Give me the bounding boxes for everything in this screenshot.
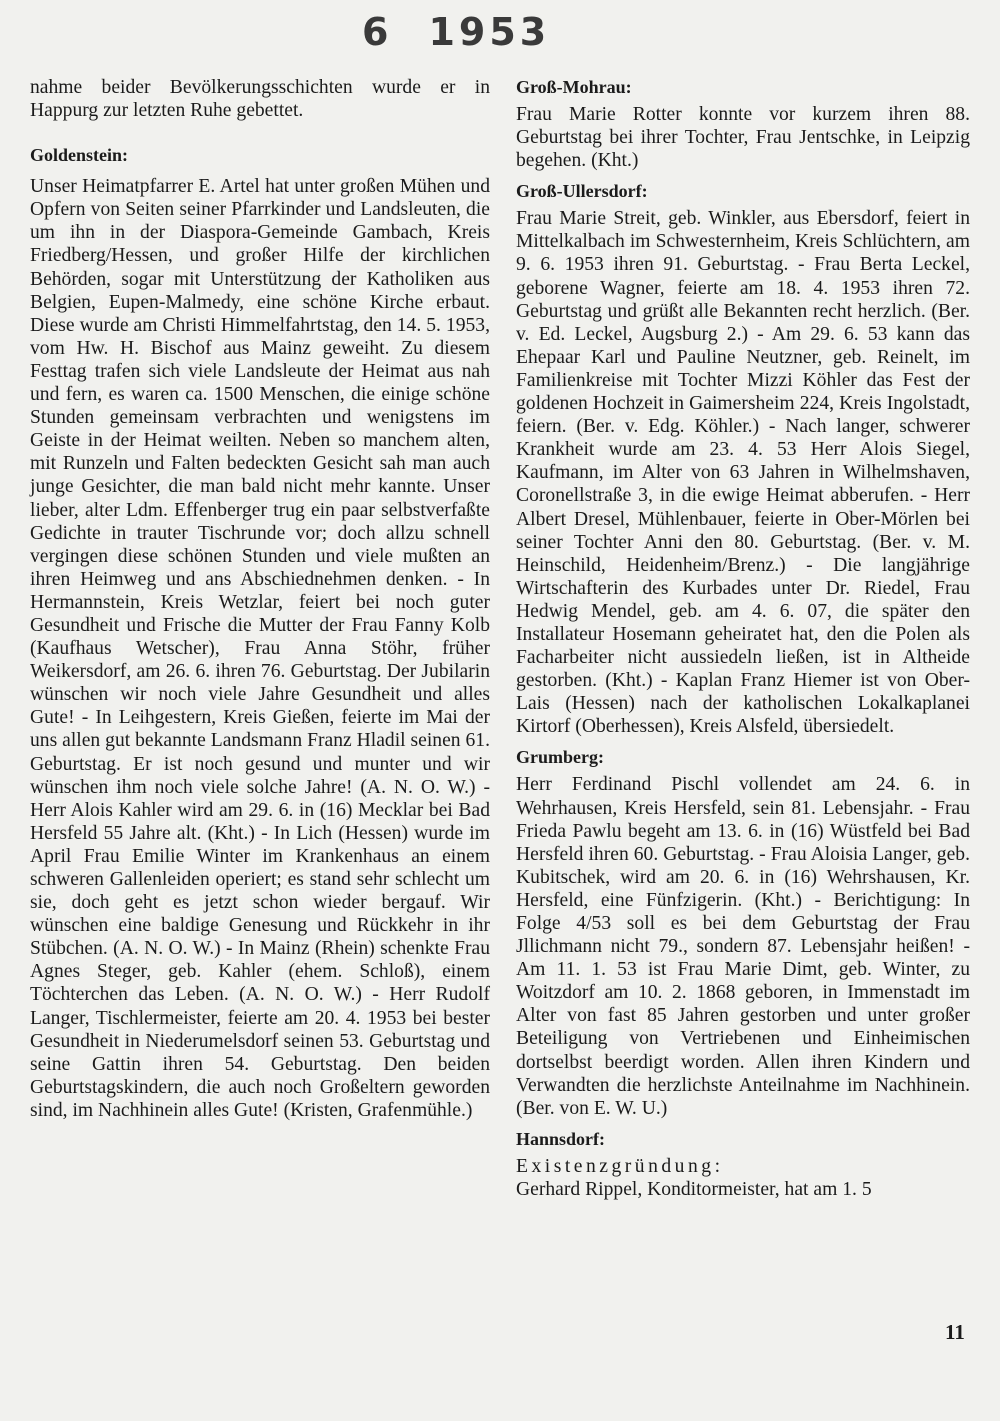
goldenstein-text: Unser Heimatpfarrer E. Artel hat unter großen Mühen und Opfern von Seiten seiner Pfarrkinder und Landsleuten, die um ihn in der Diaspora-Gemeinde Gambach, Kreis Friedberg/Hessen, und großer Hilfe der kirchlichen Behörden, sogar mit Unterstützung der Katholiken aus Belgien, Eupen-Malmedy, eine schöne Kirche erbaut. Diese wurde am Christi Himmelfahrtstag, den 14. 5. 1953, vom Hw. H. Bischof aus Mainz geweiht. Zu diesem Festtag trafen sich viele Landsleute der Heimat aus nah und fern, es waren ca. 1500 Menschen, die einige schöne Stunden gemeinsam verbrachten und wenigstens im Geiste in der Heimat weilten. Neben so manchem alten, mit Runzeln und Falten bedeckten Gesicht sah man auch junge Gesichter, die man bald nicht mehr kannte. Unser lieber, alter Ldm. Effenberger trug ein paar selbstverfaßte Gedichte in trauter Tischrunde vor; doch allzu schnell vergingen diese schönen Stunden und viele mußten an ihren Heimweg und ans Abschiednehmen denken. - In Hermannstein, Kreis Wetzlar, feiert bei noch guter Gesundheit und Frische die Mutter der Frau Fanny Kolb (Kaufhaus Wetscher), Frau Anna Stöhr, früher Weikersdorf, am 26. 6. ihren 76. Geburtstag. Der Jubilarin wünschen wir noch viele Jahre Gesundheit und alles Gute! - In Leihgestern, Kreis Gießen, feierte im Mai der uns allen gut bekannte Landsmann Franz Hladil seinen 61. Geburtstag. Er ist noch gesund und munter und wir wünschen ihm noch viele solche Jahre! (A. N. O. W.) - Herr Alois Kahler wird am 29. 6. in (16) Mecklar bei Bad Hersfeld 55 Jahre alt. (Kht.) - In Lich (Hessen) wurde im April Frau Emilie Winter im Krankenhaus an einem schweren Gallenleiden operiert; es stand sehr schlecht um sie, doch geht es jetzt schon wieder bergauf. Wir wünschen eine baldige Genesung und Rückkehr in ihr Stübchen. (A. N. O. W.) - In Mainz (Rhein) schenkte Frau Agnes Steger, geb. Kahler (ehem. Schloß), einem Töchterchen das Leben. (A. N. O. W.) - Herr Rudolf Langer, Tischlermeister, feierte am 20. 4. 1953 bei bester Gesundheit in Niederumelsdorf seinen 53. Geburtstag und seine Gattin ihren 54. Geburtstag. Den beiden Geburtstagskindern, die auch noch Großeltern geworden sind, im Nachhinein alles Gute! (Kristen, Grafenmühle.)	[30, 176, 490, 1121]
heading-grumberg: Grumberg:	[516, 747, 604, 768]
gross-ullersdorf-text: Frau Marie Streit, geb. Winkler, aus Ebersdorf, feiert in Mittelkalbach im Schwesternheim, Kreis Schlüchtern, am 9. 6. 1953 ihren 91. Geburtstag. - Frau Berta Leckel, geborene Wagner, feierte am 18. 4. 1953 ihren 72. Geburtstag und grüßt alle Bekannten recht herzlich. (Ber. v. Ed. Leckel, Augsburg 2.) - Am 29. 6. 53 kann das Ehepaar Karl und Pauline Neutzner, geb. Reinelt, im Familienkreise mit Tochter Mizzi Köhler das Fest der goldenen Hochzeit in Gaimersheim 224, Kreis Ingolstadt, feiern. (Ber. v. Edg. Köhler.) - Nach langer, schwerer Krankheit wurde am 23. 4. 53 Herr Alois Siegel, Kaufmann, im Alter von 63 Jahren in Wilhelmshaven, Coronellstraße 3, in die ewige Heimat abberufen. - Herr Albert Dresel, Mühlenbauer, feierte in Ober-Mörlen bei seiner Tochter Anni den 80. Geburtstag. (Ber. v. M. Heinschild, Heidenheim/Brenz.) - Die langjährige Wirtschafterin des Kurbades unter Dr. Riedel, Frau Hedwig Mendel, geb. am 4. 6. 07, die später den Installateur Hosemann geheiratet hat, den die Polen als Facharbeiter nicht aussiedeln ließen, ist in Altheide gestorben. (Kht.) - Kaplan Franz Hiemer ist von Ober-Lais (Hessen) nach der katholischen Lokalkaplanei Kirtorf (Oberhessen), Kreis Alsfeld, übersiedelt.	[516, 208, 970, 738]
left-column	[30, 76, 490, 1122]
hannsdorf-subheading: Existenzgründung:	[516, 1155, 724, 1177]
issue-year: 1953	[428, 10, 551, 54]
grumberg-text: Herr Ferdinand Pischl vollendet am 24. 6. in Wehrhausen, Kreis Hersfeld, sein 81. Lebensjahr. - Frau Frieda Pawlu begeht am 13. 6. in (16) Wüstfeld bei Bad Hersfeld ihren 60. Geburtstag. - Frau Aloisia Langer, geb. Kubitschek, wird am 20. 6. in (16) Wehrshausen, Kr. Hersfeld, eine Fünfzigerin. (Kht.) - Berichtigung: In Folge 4/53 soll es bei dem Geburtstag der Frau Jllichmann nicht 79., sondern 87. Lebensjahr heißen! - Am 11. 1. 53 ist Frau Marie Dimt, geb. Winter, zu Woitzdorf am 10. 2. 1868 geboren, in Immenstadt im Alter von fast 85 Jahren gestorben und unter großer Beteiligung von Vertriebenen und Einheimischen dortselbst beerdigt worden. Allen ihren Kindern und Verwandten die herzlichste Anteilnahme im Nachhinein. (Ber. von E. W. U.)	[516, 774, 970, 1119]
issue-number: 6	[362, 10, 393, 54]
left-intro-text: nahme beider Bevölkerungsschichten wurde er in Happurg zur letzten Ruhe gebettet.	[30, 77, 490, 122]
page-number: 11	[945, 1320, 965, 1344]
gross-mohrau-text: Frau Marie Rotter konnte vor kurzem ihren 88. Geburtstag bei ihrer Tochter, Frau Jentschke, in Leipzig begehen. (Kht.)	[516, 104, 970, 172]
hannsdorf-text: Gerhard Rippel, Konditormeister, hat am 1. 5	[516, 1178, 872, 1200]
heading-hannsdorf: Hannsdorf:	[516, 1128, 606, 1149]
heading-gross-mohrau: Groß-Mohrau:	[516, 77, 632, 97]
heading-goldenstein: Goldenstein:	[30, 145, 129, 166]
heading-gross-ullersdorf: Groß-Ullersdorf:	[516, 181, 648, 202]
right-column	[516, 76, 970, 1201]
issue-stamp	[362, 10, 550, 54]
